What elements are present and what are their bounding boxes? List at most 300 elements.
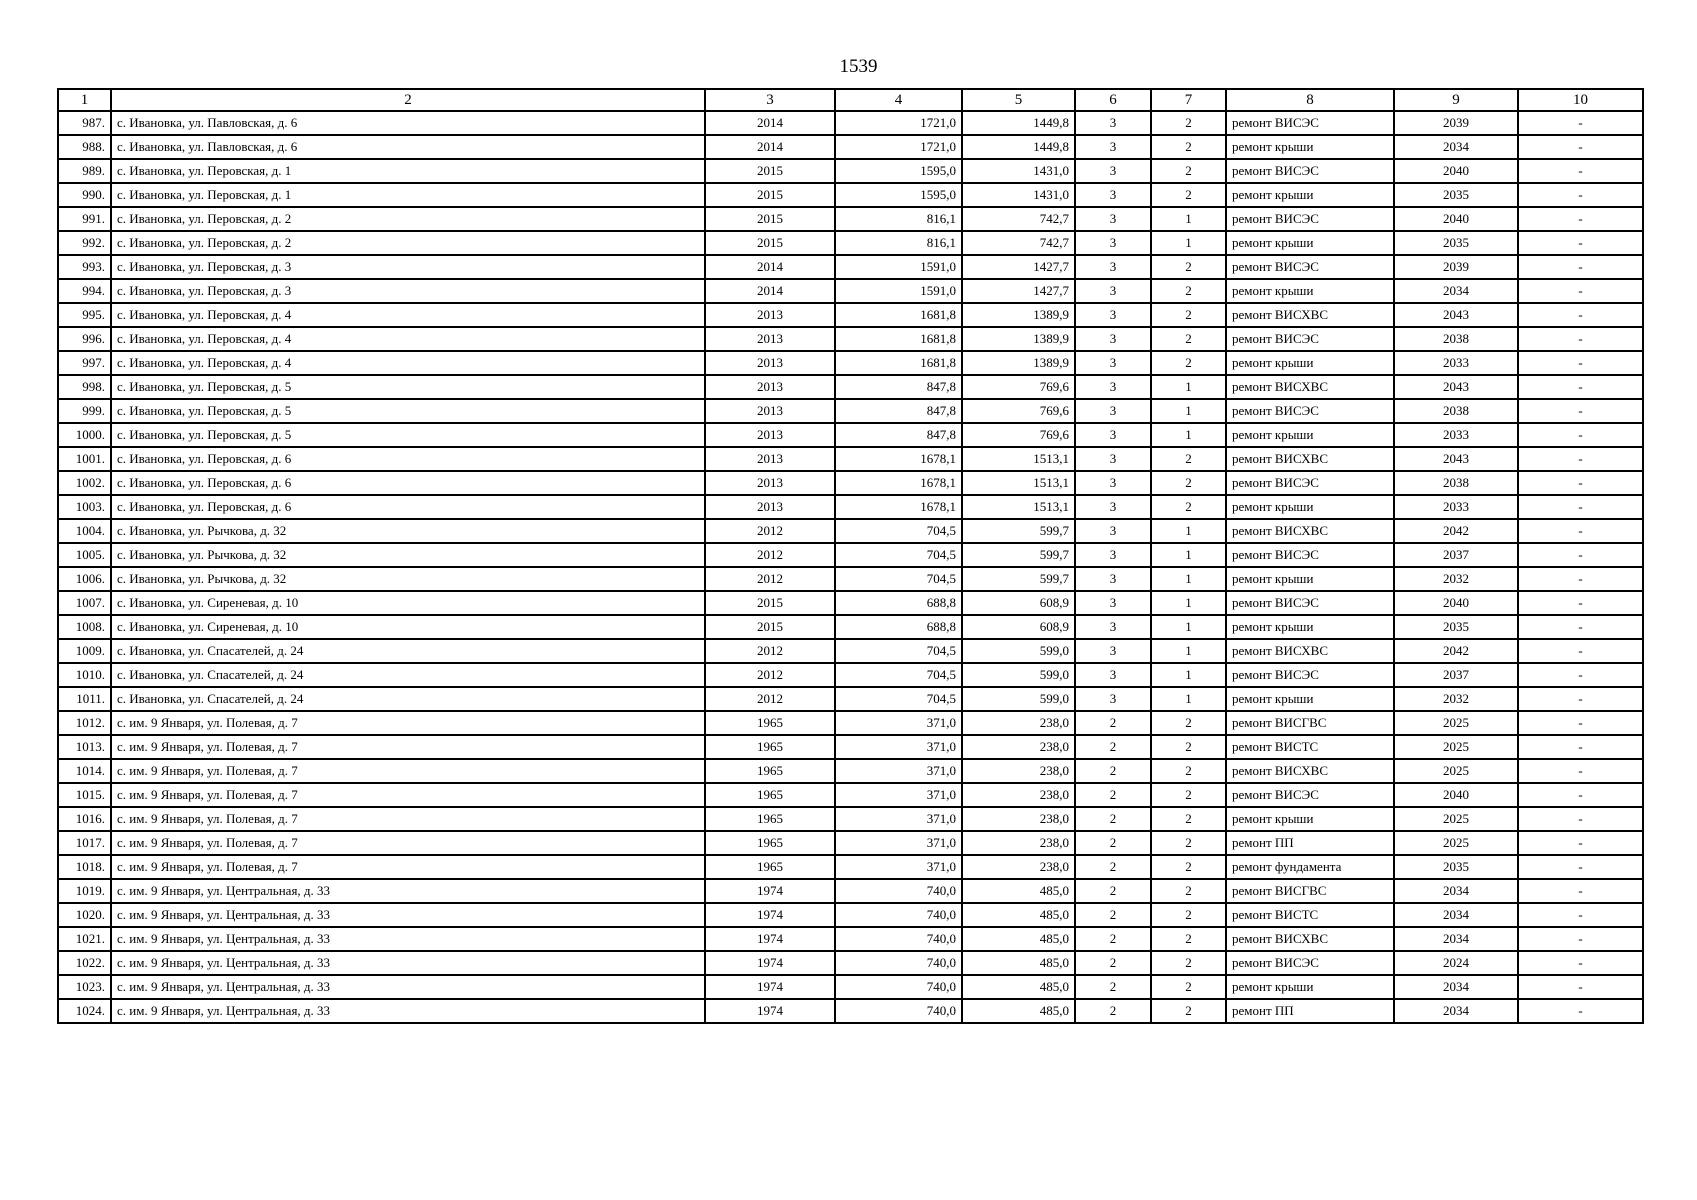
year-cell: 2015 — [705, 183, 835, 207]
work-type-cell: ремонт ВИСЭС — [1226, 951, 1394, 975]
address-cell: с. Ивановка, ул. Перовская, д. 6 — [111, 495, 705, 519]
address-cell: с. им. 9 Января, ул. Полевая, д. 7 — [111, 759, 705, 783]
area-living-cell: 1513,1 — [962, 471, 1075, 495]
planned-year-cell: 2033 — [1394, 495, 1518, 519]
table-row — [58, 471, 1643, 495]
area-living-cell: 485,0 — [962, 951, 1075, 975]
row-number: 1017. — [58, 831, 111, 855]
row-number: 1022. — [58, 951, 111, 975]
area-total-cell: 816,1 — [835, 231, 962, 255]
address-cell: с. Ивановка, ул. Перовская, д. 2 — [111, 231, 705, 255]
area-living-cell: 742,7 — [962, 207, 1075, 231]
work-type-cell: ремонт крыши — [1226, 135, 1394, 159]
row-number: 1019. — [58, 879, 111, 903]
area-living-cell: 1513,1 — [962, 495, 1075, 519]
entrances-cell: 1 — [1151, 567, 1226, 591]
planned-year-cell: 2034 — [1394, 999, 1518, 1023]
planned-year-cell: 2035 — [1394, 615, 1518, 639]
entrances-cell: 2 — [1151, 279, 1226, 303]
row-number: 1014. — [58, 759, 111, 783]
area-living-cell: 238,0 — [962, 831, 1075, 855]
floors-cell: 3 — [1075, 375, 1151, 399]
floors-cell: 3 — [1075, 519, 1151, 543]
entrances-cell: 1 — [1151, 519, 1226, 543]
row-number: 992. — [58, 231, 111, 255]
page-number: 1539 — [839, 56, 878, 77]
planned-year-cell: 2032 — [1394, 567, 1518, 591]
area-living-cell: 769,6 — [962, 375, 1075, 399]
row-number: 996. — [58, 327, 111, 351]
area-total-cell: 847,8 — [835, 399, 962, 423]
planned-year-cell: 2034 — [1394, 903, 1518, 927]
column-header: 3 — [705, 89, 835, 111]
table-row — [58, 351, 1643, 375]
area-living-cell: 599,7 — [962, 543, 1075, 567]
area-total-cell: 1678,1 — [835, 471, 962, 495]
table-header — [58, 89, 1643, 111]
area-living-cell: 485,0 — [962, 903, 1075, 927]
table-body — [58, 111, 1643, 1023]
note-cell: - — [1518, 759, 1643, 783]
planned-year-cell: 2042 — [1394, 519, 1518, 543]
area-living-cell: 1431,0 — [962, 183, 1075, 207]
area-total-cell: 371,0 — [835, 735, 962, 759]
row-number: 1023. — [58, 975, 111, 999]
address-cell: с. Ивановка, ул. Перовская, д. 5 — [111, 399, 705, 423]
table-row — [58, 375, 1643, 399]
row-number: 1000. — [58, 423, 111, 447]
area-total-cell: 1678,1 — [835, 495, 962, 519]
entrances-cell: 2 — [1151, 927, 1226, 951]
address-cell: с. Ивановка, ул. Перовская, д. 5 — [111, 423, 705, 447]
address-cell: с. Ивановка, ул. Перовская, д. 2 — [111, 207, 705, 231]
table-row — [58, 279, 1643, 303]
floors-cell: 3 — [1075, 639, 1151, 663]
table-row — [58, 207, 1643, 231]
table-row — [58, 879, 1643, 903]
work-type-cell: ремонт ВИСЭС — [1226, 543, 1394, 567]
table-row — [58, 663, 1643, 687]
table-row — [58, 999, 1643, 1023]
area-total-cell: 1681,8 — [835, 351, 962, 375]
floors-cell: 2 — [1075, 831, 1151, 855]
year-cell: 2015 — [705, 615, 835, 639]
work-type-cell: ремонт ВИСХВС — [1226, 519, 1394, 543]
address-cell: с. Ивановка, ул. Перовская, д. 4 — [111, 303, 705, 327]
area-living-cell: 608,9 — [962, 591, 1075, 615]
address-cell: с. им. 9 Января, ул. Центральная, д. 33 — [111, 903, 705, 927]
area-living-cell: 485,0 — [962, 927, 1075, 951]
planned-year-cell: 2043 — [1394, 303, 1518, 327]
table-row — [58, 135, 1643, 159]
area-total-cell: 847,8 — [835, 423, 962, 447]
address-cell: с. Ивановка, ул. Павловская, д. 6 — [111, 135, 705, 159]
year-cell: 1965 — [705, 711, 835, 735]
year-cell: 2014 — [705, 279, 835, 303]
floors-cell: 3 — [1075, 687, 1151, 711]
area-total-cell: 1721,0 — [835, 111, 962, 135]
year-cell: 1974 — [705, 975, 835, 999]
floors-cell: 3 — [1075, 615, 1151, 639]
planned-year-cell: 2042 — [1394, 639, 1518, 663]
entrances-cell: 2 — [1151, 855, 1226, 879]
work-type-cell: ремонт крыши — [1226, 423, 1394, 447]
area-total-cell: 847,8 — [835, 375, 962, 399]
note-cell: - — [1518, 519, 1643, 543]
note-cell: - — [1518, 543, 1643, 567]
area-living-cell: 599,7 — [962, 519, 1075, 543]
planned-year-cell: 2025 — [1394, 831, 1518, 855]
year-cell: 2013 — [705, 351, 835, 375]
area-living-cell: 238,0 — [962, 759, 1075, 783]
column-header: 10 — [1518, 89, 1643, 111]
address-cell: с. Ивановка, ул. Перовская, д. 1 — [111, 159, 705, 183]
planned-year-cell: 2025 — [1394, 711, 1518, 735]
work-type-cell: ремонт ПП — [1226, 999, 1394, 1023]
entrances-cell: 1 — [1151, 663, 1226, 687]
planned-year-cell: 2025 — [1394, 735, 1518, 759]
column-header: 4 — [835, 89, 962, 111]
entrances-cell: 1 — [1151, 639, 1226, 663]
floors-cell: 3 — [1075, 495, 1151, 519]
area-living-cell: 238,0 — [962, 807, 1075, 831]
year-cell: 2013 — [705, 423, 835, 447]
area-total-cell: 371,0 — [835, 807, 962, 831]
row-number: 997. — [58, 351, 111, 375]
floors-cell: 3 — [1075, 447, 1151, 471]
entrances-cell: 1 — [1151, 375, 1226, 399]
planned-year-cell: 2040 — [1394, 207, 1518, 231]
note-cell: - — [1518, 207, 1643, 231]
entrances-cell: 2 — [1151, 975, 1226, 999]
row-number: 1005. — [58, 543, 111, 567]
floors-cell: 2 — [1075, 999, 1151, 1023]
table-row — [58, 183, 1643, 207]
year-cell: 2015 — [705, 231, 835, 255]
planned-year-cell: 2033 — [1394, 423, 1518, 447]
address-cell: с. им. 9 Января, ул. Центральная, д. 33 — [111, 927, 705, 951]
table-row — [58, 111, 1643, 135]
note-cell: - — [1518, 327, 1643, 351]
work-type-cell: ремонт ВИСЭС — [1226, 783, 1394, 807]
note-cell: - — [1518, 711, 1643, 735]
column-header: 6 — [1075, 89, 1151, 111]
year-cell: 2012 — [705, 543, 835, 567]
area-total-cell: 1591,0 — [835, 255, 962, 279]
planned-year-cell: 2040 — [1394, 591, 1518, 615]
table-row — [58, 855, 1643, 879]
table-row — [58, 447, 1643, 471]
year-cell: 2013 — [705, 399, 835, 423]
area-living-cell: 769,6 — [962, 399, 1075, 423]
floors-cell: 2 — [1075, 903, 1151, 927]
header-row — [58, 89, 1643, 111]
area-living-cell: 599,0 — [962, 639, 1075, 663]
entrances-cell: 2 — [1151, 255, 1226, 279]
planned-year-cell: 2038 — [1394, 399, 1518, 423]
row-number: 1006. — [58, 567, 111, 591]
entrances-cell: 2 — [1151, 327, 1226, 351]
column-header: 2 — [111, 89, 705, 111]
entrances-cell: 2 — [1151, 735, 1226, 759]
address-cell: с. Ивановка, ул. Сиреневая, д. 10 — [111, 591, 705, 615]
entrances-cell: 2 — [1151, 183, 1226, 207]
year-cell: 2014 — [705, 135, 835, 159]
year-cell: 2012 — [705, 639, 835, 663]
address-cell: с. Ивановка, ул. Рычкова, д. 32 — [111, 567, 705, 591]
note-cell: - — [1518, 159, 1643, 183]
column-header: 8 — [1226, 89, 1394, 111]
note-cell: - — [1518, 879, 1643, 903]
note-cell: - — [1518, 351, 1643, 375]
row-number: 991. — [58, 207, 111, 231]
work-type-cell: ремонт ВИСЭС — [1226, 207, 1394, 231]
address-cell: с. Ивановка, ул. Спасателей, д. 24 — [111, 687, 705, 711]
area-living-cell: 1389,9 — [962, 351, 1075, 375]
address-cell: с. Ивановка, ул. Перовская, д. 5 — [111, 375, 705, 399]
entrances-cell: 1 — [1151, 231, 1226, 255]
planned-year-cell: 2034 — [1394, 927, 1518, 951]
area-total-cell: 740,0 — [835, 903, 962, 927]
note-cell: - — [1518, 591, 1643, 615]
planned-year-cell: 2025 — [1394, 759, 1518, 783]
entrances-cell: 2 — [1151, 135, 1226, 159]
work-type-cell: ремонт ВИСХВС — [1226, 639, 1394, 663]
address-cell: с. Ивановка, ул. Спасателей, д. 24 — [111, 663, 705, 687]
note-cell: - — [1518, 663, 1643, 687]
table-row — [58, 567, 1643, 591]
table-row — [58, 975, 1643, 999]
work-type-cell: ремонт крыши — [1226, 231, 1394, 255]
address-cell: с. Ивановка, ул. Павловская, д. 6 — [111, 111, 705, 135]
row-number: 1015. — [58, 783, 111, 807]
entrances-cell: 1 — [1151, 399, 1226, 423]
entrances-cell: 2 — [1151, 999, 1226, 1023]
year-cell: 1974 — [705, 951, 835, 975]
address-cell: с. им. 9 Января, ул. Полевая, д. 7 — [111, 735, 705, 759]
area-total-cell: 1681,8 — [835, 327, 962, 351]
row-number: 1004. — [58, 519, 111, 543]
floors-cell: 2 — [1075, 735, 1151, 759]
floors-cell: 2 — [1075, 711, 1151, 735]
row-number: 987. — [58, 111, 111, 135]
row-number: 989. — [58, 159, 111, 183]
entrances-cell: 2 — [1151, 807, 1226, 831]
area-living-cell: 485,0 — [962, 999, 1075, 1023]
entrances-cell: 2 — [1151, 711, 1226, 735]
entrances-cell: 2 — [1151, 303, 1226, 327]
table-row — [58, 711, 1643, 735]
column-header: 5 — [962, 89, 1075, 111]
year-cell: 2013 — [705, 495, 835, 519]
area-total-cell: 371,0 — [835, 831, 962, 855]
note-cell: - — [1518, 903, 1643, 927]
area-total-cell: 688,8 — [835, 591, 962, 615]
table-row — [58, 759, 1643, 783]
area-total-cell: 704,5 — [835, 639, 962, 663]
work-type-cell: ремонт ВИСЭС — [1226, 471, 1394, 495]
area-living-cell: 1389,9 — [962, 303, 1075, 327]
area-living-cell: 769,6 — [962, 423, 1075, 447]
planned-year-cell: 2034 — [1394, 975, 1518, 999]
address-cell: с. Ивановка, ул. Перовская, д. 3 — [111, 255, 705, 279]
table-row — [58, 615, 1643, 639]
note-cell: - — [1518, 471, 1643, 495]
floors-cell: 3 — [1075, 303, 1151, 327]
table-row — [58, 519, 1643, 543]
work-type-cell: ремонт ВИСЭС — [1226, 663, 1394, 687]
year-cell: 2013 — [705, 447, 835, 471]
year-cell: 2012 — [705, 567, 835, 591]
year-cell: 2013 — [705, 303, 835, 327]
year-cell: 2013 — [705, 375, 835, 399]
table-row — [58, 831, 1643, 855]
row-number: 1007. — [58, 591, 111, 615]
floors-cell: 2 — [1075, 807, 1151, 831]
area-total-cell: 740,0 — [835, 879, 962, 903]
table-row — [58, 927, 1643, 951]
floors-cell: 3 — [1075, 399, 1151, 423]
entrances-cell: 1 — [1151, 687, 1226, 711]
area-total-cell: 371,0 — [835, 759, 962, 783]
address-cell: с. Ивановка, ул. Спасателей, д. 24 — [111, 639, 705, 663]
work-type-cell: ремонт крыши — [1226, 687, 1394, 711]
address-cell: с. им. 9 Января, ул. Полевая, д. 7 — [111, 783, 705, 807]
note-cell: - — [1518, 375, 1643, 399]
note-cell: - — [1518, 687, 1643, 711]
row-number: 1012. — [58, 711, 111, 735]
address-cell: с. Ивановка, ул. Рычкова, д. 32 — [111, 519, 705, 543]
entrances-cell: 2 — [1151, 159, 1226, 183]
table-row — [58, 303, 1643, 327]
row-number: 1010. — [58, 663, 111, 687]
address-cell: с. Ивановка, ул. Сиреневая, д. 10 — [111, 615, 705, 639]
row-number: 995. — [58, 303, 111, 327]
table-row — [58, 159, 1643, 183]
floors-cell: 3 — [1075, 135, 1151, 159]
work-type-cell: ремонт ВИСХВС — [1226, 447, 1394, 471]
row-number: 1002. — [58, 471, 111, 495]
area-total-cell: 1721,0 — [835, 135, 962, 159]
area-living-cell: 1389,9 — [962, 327, 1075, 351]
work-type-cell: ремонт крыши — [1226, 183, 1394, 207]
floors-cell: 2 — [1075, 927, 1151, 951]
work-type-cell: ремонт ВИСЭС — [1226, 159, 1394, 183]
work-type-cell: ремонт крыши — [1226, 351, 1394, 375]
planned-year-cell: 2037 — [1394, 663, 1518, 687]
note-cell: - — [1518, 231, 1643, 255]
year-cell: 2015 — [705, 591, 835, 615]
column-header: 7 — [1151, 89, 1226, 111]
floors-cell: 3 — [1075, 111, 1151, 135]
entrances-cell: 1 — [1151, 543, 1226, 567]
row-number: 1008. — [58, 615, 111, 639]
note-cell: - — [1518, 495, 1643, 519]
work-type-cell: ремонт ВИСХВС — [1226, 375, 1394, 399]
row-number: 994. — [58, 279, 111, 303]
address-cell: с. им. 9 Января, ул. Центральная, д. 33 — [111, 879, 705, 903]
floors-cell: 3 — [1075, 543, 1151, 567]
entrances-cell: 2 — [1151, 831, 1226, 855]
row-number: 990. — [58, 183, 111, 207]
year-cell: 1965 — [705, 831, 835, 855]
table-row — [58, 495, 1643, 519]
area-living-cell: 485,0 — [962, 879, 1075, 903]
address-cell: с. Ивановка, ул. Перовская, д. 6 — [111, 447, 705, 471]
area-total-cell: 740,0 — [835, 951, 962, 975]
work-type-cell: ремонт ВИСГВС — [1226, 711, 1394, 735]
year-cell: 1974 — [705, 903, 835, 927]
work-type-cell: ремонт ВИСТС — [1226, 903, 1394, 927]
floors-cell: 3 — [1075, 231, 1151, 255]
work-type-cell: ремонт крыши — [1226, 615, 1394, 639]
column-header: 1 — [58, 89, 111, 111]
work-type-cell: ремонт ВИСЭС — [1226, 591, 1394, 615]
year-cell: 1965 — [705, 759, 835, 783]
entrances-cell: 1 — [1151, 423, 1226, 447]
area-living-cell: 238,0 — [962, 735, 1075, 759]
note-cell: - — [1518, 111, 1643, 135]
work-type-cell: ремонт ВИСГВС — [1226, 879, 1394, 903]
table-row — [58, 231, 1643, 255]
area-total-cell: 704,5 — [835, 567, 962, 591]
year-cell: 2012 — [705, 519, 835, 543]
work-type-cell: ремонт крыши — [1226, 807, 1394, 831]
row-number: 1003. — [58, 495, 111, 519]
floors-cell: 3 — [1075, 567, 1151, 591]
work-type-cell: ремонт ВИСЭС — [1226, 327, 1394, 351]
planned-year-cell: 2039 — [1394, 111, 1518, 135]
table-row — [58, 423, 1643, 447]
area-living-cell: 599,0 — [962, 687, 1075, 711]
work-type-cell: ремонт фундамента — [1226, 855, 1394, 879]
year-cell: 1965 — [705, 735, 835, 759]
floors-cell: 3 — [1075, 159, 1151, 183]
planned-year-cell: 2024 — [1394, 951, 1518, 975]
note-cell: - — [1518, 183, 1643, 207]
area-total-cell: 704,5 — [835, 543, 962, 567]
area-total-cell: 740,0 — [835, 927, 962, 951]
entrances-cell: 2 — [1151, 111, 1226, 135]
year-cell: 2012 — [705, 663, 835, 687]
planned-year-cell: 2035 — [1394, 855, 1518, 879]
planned-year-cell: 2040 — [1394, 159, 1518, 183]
planned-year-cell: 2034 — [1394, 279, 1518, 303]
area-living-cell: 1427,7 — [962, 279, 1075, 303]
entrances-cell: 2 — [1151, 351, 1226, 375]
note-cell: - — [1518, 615, 1643, 639]
area-living-cell: 485,0 — [962, 975, 1075, 999]
address-cell: с. им. 9 Января, ул. Полевая, д. 7 — [111, 855, 705, 879]
area-total-cell: 371,0 — [835, 783, 962, 807]
work-type-cell: ремонт ВИСХВС — [1226, 303, 1394, 327]
year-cell: 1965 — [705, 855, 835, 879]
area-total-cell: 371,0 — [835, 855, 962, 879]
table-row — [58, 255, 1643, 279]
row-number: 1016. — [58, 807, 111, 831]
area-living-cell: 1449,8 — [962, 111, 1075, 135]
address-cell: с. Ивановка, ул. Рычкова, д. 32 — [111, 543, 705, 567]
note-cell: - — [1518, 831, 1643, 855]
column-header: 9 — [1394, 89, 1518, 111]
year-cell: 1965 — [705, 807, 835, 831]
floors-cell: 3 — [1075, 471, 1151, 495]
note-cell: - — [1518, 279, 1643, 303]
floors-cell: 3 — [1075, 279, 1151, 303]
row-number: 998. — [58, 375, 111, 399]
row-number: 988. — [58, 135, 111, 159]
table-row — [58, 807, 1643, 831]
